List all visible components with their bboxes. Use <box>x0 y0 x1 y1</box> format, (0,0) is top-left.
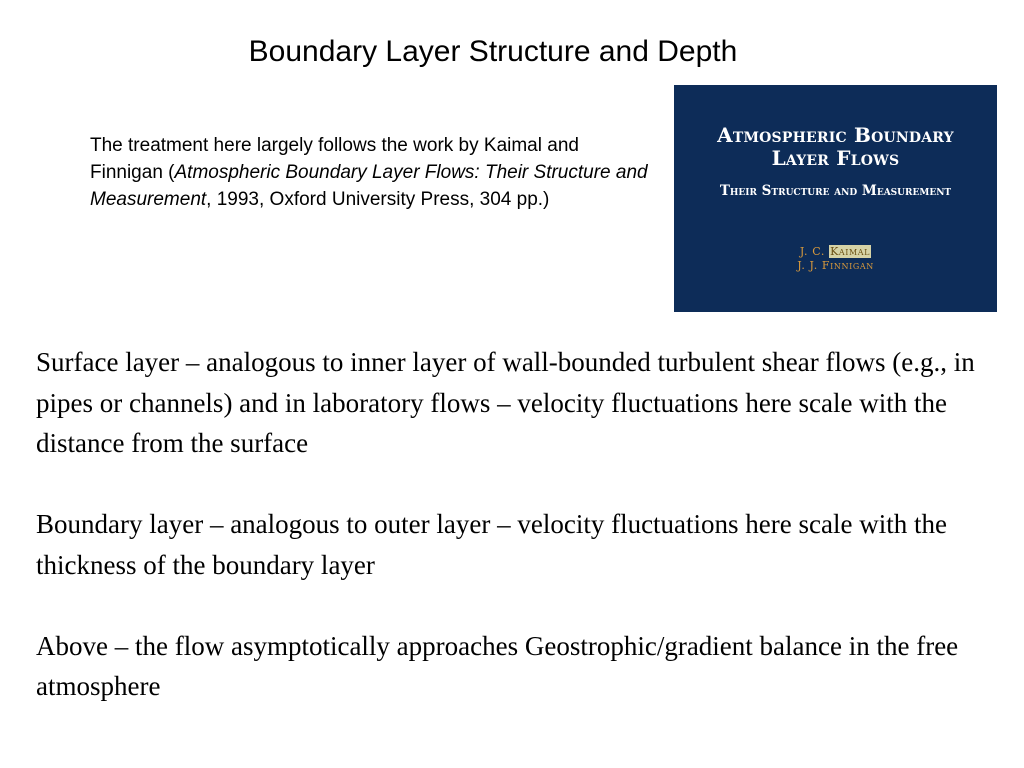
book-cover-author-1-initials: J. C. <box>799 245 830 258</box>
reference-note <box>90 132 650 213</box>
paragraph-above: Above – the flow asymptotically approaches Geostrophic/gradient balance in the free atmosphere <box>36 630 959 701</box>
book-cover-authors <box>674 245 997 273</box>
book-cover-author-1-surname: Kaimal <box>830 245 871 258</box>
book-cover-title-line-1: Atmospheric Boundary <box>717 123 954 147</box>
book-cover-title-line-2: Layer Flows <box>771 146 900 170</box>
book-cover-author-2: J. J. Finnigan <box>797 259 874 272</box>
book-cover-author-1 <box>674 245 997 259</box>
book-cover-title <box>674 124 997 170</box>
paragraph-boundary-layer: Boundary layer – analogous to outer layer – velocity fluctuations here scale with the thickness of the boundary layer <box>36 509 947 580</box>
paragraph-surface-layer: Surface layer – analogous to inner layer of wall-bounded turbulent shear flows (e.g., in pipes or channels) and in laboratory flows – velocity fluctuations here scale with the distance from the surface <box>36 347 975 458</box>
reference-book-title: Atmospheric Boundary Layer Flows: Their Structure and Measurement <box>90 162 648 210</box>
book-cover-image <box>674 85 997 312</box>
book-cover-subtitle: Their Structure and Measurement <box>719 183 952 199</box>
body-text <box>36 342 986 707</box>
reference-text-end: , 1993, Oxford University Press, 304 pp.) <box>206 189 550 210</box>
slide-title: Boundary Layer Structure and Depth <box>248 35 738 68</box>
reference-text-start: The treatment here largely follows the work by Kaimal and Finnigan ( <box>90 135 579 183</box>
